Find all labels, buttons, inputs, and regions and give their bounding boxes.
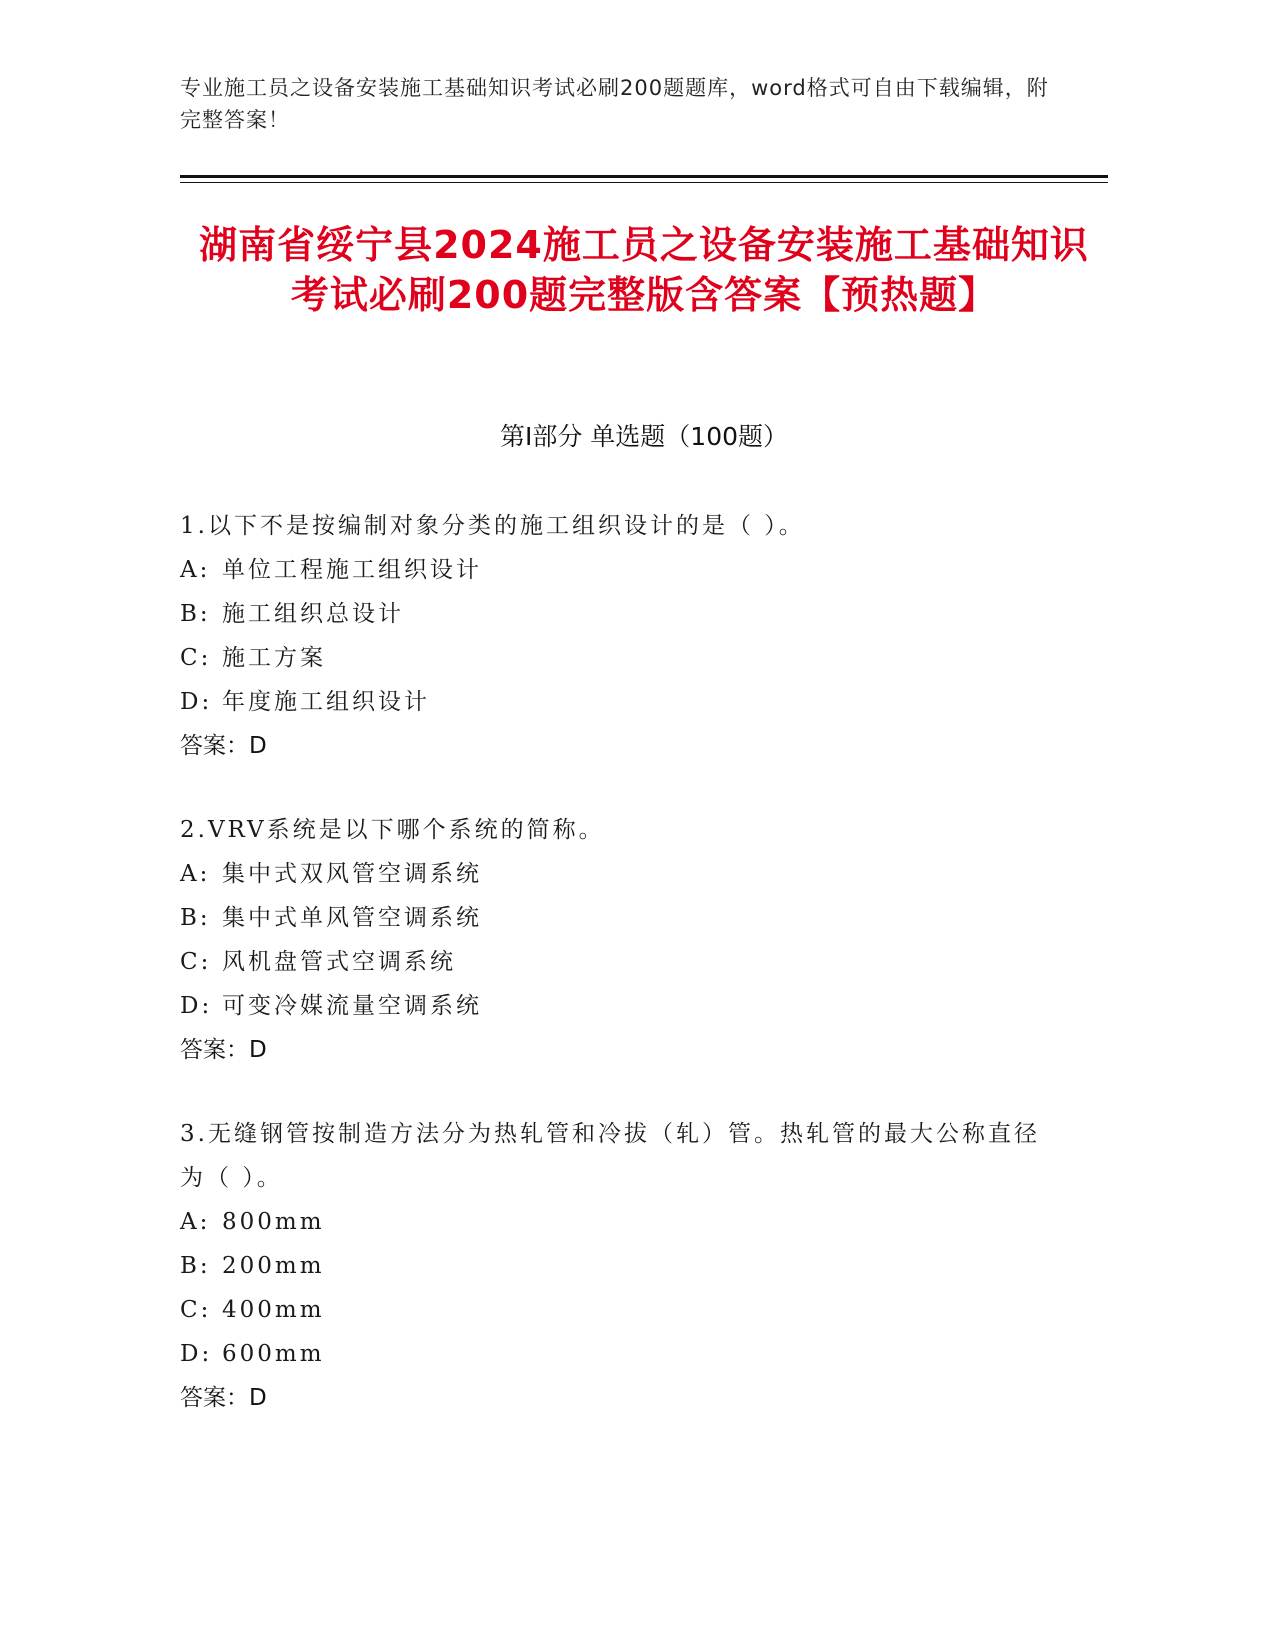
question-3 xyxy=(180,1112,1060,1420)
option-a xyxy=(180,852,1060,896)
question-2 xyxy=(180,808,1060,1072)
option-text: 施工方案 xyxy=(222,645,326,671)
option-c xyxy=(180,636,1060,680)
option-text: 400mm xyxy=(222,1297,325,1323)
option-letter: D: xyxy=(180,689,213,715)
question-stem: 1.以下不是按编制对象分类的施工组织设计的是（ ）。 xyxy=(180,513,805,539)
answer: 答案：D xyxy=(180,733,267,759)
option-letter: A: xyxy=(180,1209,211,1235)
option-text: 年度施工组织设计 xyxy=(222,689,430,715)
option-text: 施工组织总设计 xyxy=(222,601,404,627)
option-letter: D: xyxy=(180,1341,213,1367)
option-text: 集中式双风管空调系统 xyxy=(222,861,482,887)
option-text: 集中式单风管空调系统 xyxy=(222,905,482,931)
option-text: 600mm xyxy=(222,1341,325,1367)
answer: 答案：D xyxy=(180,1037,267,1063)
option-c xyxy=(180,940,1060,984)
option-letter: B: xyxy=(180,905,211,931)
option-letter: C: xyxy=(180,949,212,975)
option-letter: B: xyxy=(180,1253,211,1279)
option-letter: C: xyxy=(180,1297,212,1323)
option-b xyxy=(180,896,1060,940)
question-stem: 2.VRV系统是以下哪个系统的简称。 xyxy=(180,817,605,843)
option-text: 风机盘管式空调系统 xyxy=(222,949,456,975)
option-a xyxy=(180,1200,1060,1244)
option-d xyxy=(180,680,1060,724)
option-text: 200mm xyxy=(222,1253,325,1279)
option-c xyxy=(180,1288,1060,1332)
document-title: 湖南省绥宁县2024施工员之设备安装施工基础知识考试必刷200题完整版含答案【预热题】 xyxy=(199,223,1089,317)
option-b xyxy=(180,592,1060,636)
answer: 答案：D xyxy=(180,1385,267,1411)
option-letter: A: xyxy=(180,861,211,887)
option-b xyxy=(180,1244,1060,1288)
option-text: 800mm xyxy=(222,1209,325,1235)
header-rule-thin xyxy=(180,182,1108,183)
option-text: 可变冷媒流量空调系统 xyxy=(222,993,482,1019)
option-letter: C: xyxy=(180,645,212,671)
option-d xyxy=(180,984,1060,1028)
header-note: 专业施工员之设备安装施工基础知识考试必刷200题题库，word格式可自由下载编辑，附完整答案！ xyxy=(180,76,1049,132)
question-1 xyxy=(180,504,1060,768)
question-stem: 3.无缝钢管按制造方法分为热轧管和冷拔（轧）管。热轧管的最大公称直径为（ ）。 xyxy=(180,1121,1040,1191)
option-a xyxy=(180,548,1060,592)
option-letter: A: xyxy=(180,557,211,583)
option-letter: D: xyxy=(180,993,213,1019)
option-letter: B: xyxy=(180,601,211,627)
header-rule-thick xyxy=(180,175,1108,178)
option-d xyxy=(180,1332,1060,1376)
section-title: 第Ⅰ部分 单选题（100题） xyxy=(499,422,789,451)
option-text: 单位工程施工组织设计 xyxy=(222,557,482,583)
